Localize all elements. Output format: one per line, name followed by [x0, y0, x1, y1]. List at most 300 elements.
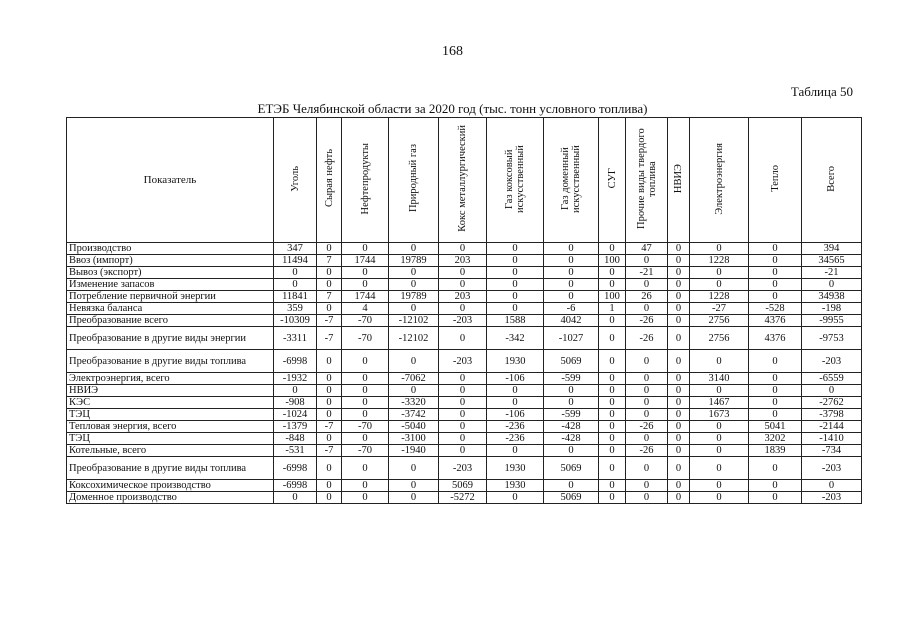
page-number: 168 — [442, 44, 463, 59]
table-cell: 0 — [668, 243, 690, 255]
table-cell: -203 — [802, 350, 862, 373]
table-cell: 0 — [599, 492, 626, 504]
table-cell: 0 — [668, 373, 690, 385]
column-header — [389, 118, 439, 243]
table-cell: 203 — [439, 291, 487, 303]
table-cell: 0 — [749, 267, 802, 279]
table-cell: -1932 — [274, 373, 317, 385]
table-row — [67, 492, 862, 504]
table-cell: 0 — [439, 433, 487, 445]
table-cell: 0 — [487, 279, 544, 291]
table-cell: -5040 — [389, 421, 439, 433]
table-cell: -203 — [802, 457, 862, 480]
table-cell: 0 — [342, 350, 389, 373]
table-cell: 0 — [439, 421, 487, 433]
table-cell: 0 — [749, 373, 802, 385]
table-cell: 1930 — [487, 480, 544, 492]
table-cell: -12102 — [389, 315, 439, 327]
table-cell: 19789 — [389, 291, 439, 303]
table-cell: -7062 — [389, 373, 439, 385]
table-cell: 0 — [389, 350, 439, 373]
table-cell: 1228 — [690, 291, 749, 303]
table-cell: 11841 — [274, 291, 317, 303]
column-header — [802, 118, 862, 243]
table-cell: 0 — [342, 373, 389, 385]
table-cell: 34565 — [802, 255, 862, 267]
column-header — [626, 118, 668, 243]
table-cell: 0 — [389, 303, 439, 315]
table-cell: 0 — [274, 267, 317, 279]
table-cell: -1027 — [544, 327, 599, 350]
table-cell: 0 — [389, 385, 439, 397]
row-label: Преобразование в другие виды энергии — [67, 327, 274, 350]
table-cell: 1228 — [690, 255, 749, 267]
table-cell: 0 — [544, 243, 599, 255]
table-cell: -7 — [317, 315, 342, 327]
table-row — [67, 350, 862, 373]
table-row — [67, 409, 862, 421]
table-cell: 0 — [487, 492, 544, 504]
table-cell: 359 — [274, 303, 317, 315]
table-cell: 0 — [487, 397, 544, 409]
table-cell: -3320 — [389, 397, 439, 409]
table-row — [67, 255, 862, 267]
table-cell: 0 — [668, 445, 690, 457]
table-cell: -5272 — [439, 492, 487, 504]
table-cell: -6998 — [274, 457, 317, 480]
row-label: Производство — [67, 243, 274, 255]
column-header — [274, 118, 317, 243]
table-cell: 1930 — [487, 350, 544, 373]
table-cell: -9955 — [802, 315, 862, 327]
table-cell: -428 — [544, 433, 599, 445]
column-header — [749, 118, 802, 243]
table-cell: 4376 — [749, 327, 802, 350]
table-cell: 0 — [317, 267, 342, 279]
table-cell: 0 — [749, 279, 802, 291]
table-cell: -27 — [690, 303, 749, 315]
table-row — [67, 327, 862, 350]
table-cell: 0 — [487, 267, 544, 279]
table-row — [67, 397, 862, 409]
table-cell: -203 — [439, 457, 487, 480]
table-row — [67, 267, 862, 279]
table-cell: 0 — [626, 303, 668, 315]
table-cell: -21 — [626, 267, 668, 279]
column-header — [668, 118, 690, 243]
table-cell: 0 — [599, 243, 626, 255]
table-cell: 4376 — [749, 315, 802, 327]
table-row — [67, 457, 862, 480]
column-header-label: Электроэнергия — [713, 142, 725, 215]
table-row — [67, 433, 862, 445]
table-cell: 0 — [439, 409, 487, 421]
table-cell: 0 — [544, 267, 599, 279]
table-cell: -106 — [487, 409, 544, 421]
row-label: Котельные, всего — [67, 445, 274, 457]
table-cell: -1379 — [274, 421, 317, 433]
table-cell: 0 — [690, 267, 749, 279]
table-cell: 0 — [342, 267, 389, 279]
table-cell: 0 — [690, 279, 749, 291]
table-cell: 0 — [342, 433, 389, 445]
table-cell: 203 — [439, 255, 487, 267]
table-cell: 0 — [668, 279, 690, 291]
table-row — [67, 243, 862, 255]
table-cell: -26 — [626, 421, 668, 433]
table-cell: 0 — [389, 480, 439, 492]
column-header-indicator: Показатель — [67, 118, 274, 243]
table-cell: -531 — [274, 445, 317, 457]
table-cell: -6998 — [274, 350, 317, 373]
table-cell: -7 — [317, 421, 342, 433]
table-cell: -9753 — [802, 327, 862, 350]
row-label: Коксохимическое производство — [67, 480, 274, 492]
column-header-label: Нефтепродукты — [359, 142, 371, 215]
row-label: Тепловая энергия, всего — [67, 421, 274, 433]
table-cell: 0 — [342, 409, 389, 421]
table-cell: 47 — [626, 243, 668, 255]
table-cell: 0 — [439, 327, 487, 350]
table-title: ЕТЭБ Челябинской области за 2020 год (тыс. тонн условного топлива) — [257, 101, 648, 116]
table-cell: 0 — [599, 267, 626, 279]
table-cell: -6998 — [274, 480, 317, 492]
table-cell: 0 — [317, 303, 342, 315]
table-cell: 5069 — [544, 457, 599, 480]
table-cell: 0 — [668, 350, 690, 373]
table-cell: 0 — [668, 492, 690, 504]
table-cell: 0 — [342, 492, 389, 504]
table-cell: 0 — [317, 397, 342, 409]
table-cell: 0 — [274, 492, 317, 504]
table-cell: -70 — [342, 315, 389, 327]
table-cell: 0 — [544, 279, 599, 291]
row-label: Изменение запасов — [67, 279, 274, 291]
row-label: Доменное производство — [67, 492, 274, 504]
table-cell: 0 — [487, 255, 544, 267]
table-cell: -342 — [487, 327, 544, 350]
table-cell: 0 — [626, 492, 668, 504]
row-label: ТЭЦ — [67, 433, 274, 445]
table-cell: -70 — [342, 445, 389, 457]
table-cell: 0 — [599, 350, 626, 373]
table-cell: -599 — [544, 409, 599, 421]
column-header-label: Уголь — [289, 165, 301, 192]
row-label: Потребление первичной энергии — [67, 291, 274, 303]
table-cell: 2756 — [690, 327, 749, 350]
column-header — [342, 118, 389, 243]
row-label: Вывоз (экспорт) — [67, 267, 274, 279]
row-label: Невязка баланса — [67, 303, 274, 315]
table-cell: 1467 — [690, 397, 749, 409]
table-cell: -599 — [544, 373, 599, 385]
table-cell: -528 — [749, 303, 802, 315]
table-cell: -236 — [487, 421, 544, 433]
table-cell: 1 — [599, 303, 626, 315]
table-caption: Таблица 50 — [790, 84, 853, 99]
table-cell: -21 — [802, 267, 862, 279]
table-cell: 394 — [802, 243, 862, 255]
table-cell: 0 — [599, 327, 626, 350]
table-row — [67, 315, 862, 327]
table-cell: 0 — [690, 480, 749, 492]
table-row — [67, 445, 862, 457]
table-cell: 0 — [389, 457, 439, 480]
table-cell: 0 — [749, 243, 802, 255]
table-cell: 1673 — [690, 409, 749, 421]
table-cell: 4 — [342, 303, 389, 315]
table-cell: 0 — [317, 457, 342, 480]
table-cell: 3202 — [749, 433, 802, 445]
table-cell: 0 — [544, 255, 599, 267]
table-cell: 0 — [690, 421, 749, 433]
column-header-label: Кокс металлургический — [457, 125, 468, 232]
table-cell: 11494 — [274, 255, 317, 267]
table-cell: -12102 — [389, 327, 439, 350]
table-cell: 0 — [317, 492, 342, 504]
table-cell: 0 — [626, 385, 668, 397]
table-cell: -428 — [544, 421, 599, 433]
table-cell: 0 — [389, 279, 439, 291]
table-cell: 0 — [690, 350, 749, 373]
table-cell: 0 — [668, 303, 690, 315]
table-cell: 0 — [487, 303, 544, 315]
table-cell: 2756 — [690, 315, 749, 327]
table-cell: 0 — [668, 433, 690, 445]
table-cell: 0 — [668, 315, 690, 327]
table-cell: 0 — [599, 480, 626, 492]
table-row — [67, 373, 862, 385]
table-cell: -848 — [274, 433, 317, 445]
table-cell: 0 — [487, 385, 544, 397]
table-cell: 1744 — [342, 255, 389, 267]
table-cell: 1930 — [487, 457, 544, 480]
table-cell: 0 — [544, 445, 599, 457]
table-cell: -2762 — [802, 397, 862, 409]
table-cell: -1024 — [274, 409, 317, 421]
table-cell: 0 — [487, 243, 544, 255]
table-cell: 0 — [749, 350, 802, 373]
table-cell: 0 — [342, 480, 389, 492]
table-cell: 3140 — [690, 373, 749, 385]
table-cell: 0 — [317, 243, 342, 255]
table-cell: 0 — [626, 480, 668, 492]
table-row — [67, 291, 862, 303]
table-cell: 0 — [439, 267, 487, 279]
table-cell: 100 — [599, 255, 626, 267]
column-header-label: Газ доменный искусственный — [560, 144, 582, 213]
column-header-label: Природный газ — [408, 144, 419, 213]
table-cell: 0 — [544, 291, 599, 303]
table-cell: 5069 — [439, 480, 487, 492]
table-cell: 0 — [599, 397, 626, 409]
table-cell: -106 — [487, 373, 544, 385]
table-cell: 7 — [317, 291, 342, 303]
table-cell: 0 — [389, 243, 439, 255]
table-cell: 0 — [317, 279, 342, 291]
table-cell: -6559 — [802, 373, 862, 385]
table-cell: 7 — [317, 255, 342, 267]
table-cell: 0 — [439, 445, 487, 457]
table-cell: 0 — [749, 409, 802, 421]
table-cell: 0 — [668, 457, 690, 480]
table-cell: -198 — [802, 303, 862, 315]
column-header-label: Тепло — [769, 165, 781, 192]
table-cell: 0 — [439, 243, 487, 255]
table-cell: 5069 — [544, 492, 599, 504]
table-cell: -6 — [544, 303, 599, 315]
row-label: Ввоз (импорт) — [67, 255, 274, 267]
table-cell: 0 — [317, 480, 342, 492]
table-cell: 0 — [668, 421, 690, 433]
table-cell: 5041 — [749, 421, 802, 433]
table-cell: 0 — [802, 279, 862, 291]
table-cell: 347 — [274, 243, 317, 255]
table-row — [67, 385, 862, 397]
table-cell: 0 — [544, 385, 599, 397]
table-cell: -3798 — [802, 409, 862, 421]
table-cell: -236 — [487, 433, 544, 445]
row-label: Преобразование всего — [67, 315, 274, 327]
table-cell: 0 — [439, 397, 487, 409]
table-cell: 34938 — [802, 291, 862, 303]
table-cell: -26 — [626, 445, 668, 457]
table-cell: -2144 — [802, 421, 862, 433]
table-cell: 0 — [342, 457, 389, 480]
column-header — [690, 118, 749, 243]
column-header-label: Газ коксовый искусственный — [504, 144, 526, 213]
table-cell: 100 — [599, 291, 626, 303]
table-cell: -908 — [274, 397, 317, 409]
table-cell: 0 — [342, 279, 389, 291]
row-label: Электроэнергия, всего — [67, 373, 274, 385]
table-cell: 0 — [749, 385, 802, 397]
row-label: ТЭЦ — [67, 409, 274, 421]
table-row — [67, 303, 862, 315]
table-body — [67, 243, 862, 504]
table-cell: 0 — [668, 327, 690, 350]
table-cell: 0 — [544, 480, 599, 492]
table-cell: 5069 — [544, 350, 599, 373]
row-label: НВИЭ — [67, 385, 274, 397]
table-cell: 0 — [690, 457, 749, 480]
table-cell: 0 — [317, 433, 342, 445]
table-cell: 1588 — [487, 315, 544, 327]
table-cell: 0 — [317, 385, 342, 397]
table-cell: 0 — [317, 373, 342, 385]
table-cell: -26 — [626, 327, 668, 350]
table-cell: 0 — [668, 291, 690, 303]
table-cell: -3742 — [389, 409, 439, 421]
table-cell: 0 — [342, 243, 389, 255]
table-cell: 0 — [274, 385, 317, 397]
table-cell: -734 — [802, 445, 862, 457]
table-cell: 0 — [749, 397, 802, 409]
table-cell: -3100 — [389, 433, 439, 445]
table-cell: 0 — [690, 433, 749, 445]
table-cell: -203 — [439, 315, 487, 327]
table-cell: 0 — [599, 433, 626, 445]
table-cell: 0 — [626, 433, 668, 445]
table-cell: 0 — [599, 421, 626, 433]
table-cell: 0 — [749, 457, 802, 480]
table-cell: 0 — [668, 267, 690, 279]
table-cell: 0 — [342, 397, 389, 409]
table-cell: 0 — [668, 397, 690, 409]
table-cell: 0 — [439, 303, 487, 315]
table-cell: 0 — [439, 385, 487, 397]
table-cell: 0 — [626, 255, 668, 267]
table-cell: 0 — [626, 350, 668, 373]
column-header-label: СУГ — [606, 168, 618, 189]
table-cell: 0 — [599, 445, 626, 457]
table-cell: 0 — [599, 457, 626, 480]
table-cell: 0 — [749, 255, 802, 267]
table-cell: 0 — [389, 267, 439, 279]
column-header — [487, 118, 544, 243]
column-header — [544, 118, 599, 243]
table-cell: 0 — [487, 291, 544, 303]
table-cell: 0 — [749, 480, 802, 492]
table-cell: 0 — [749, 492, 802, 504]
table-cell: 1839 — [749, 445, 802, 457]
table-row — [67, 279, 862, 291]
table-cell: -10309 — [274, 315, 317, 327]
table-cell: 0 — [599, 315, 626, 327]
table-cell: 0 — [487, 445, 544, 457]
table-cell: 0 — [274, 279, 317, 291]
table-cell: 26 — [626, 291, 668, 303]
table-cell: 0 — [317, 409, 342, 421]
column-header-label: Сырая нефть — [323, 149, 335, 208]
column-header-label: Прочие виды твердого топлива — [635, 128, 658, 229]
table-cell: 0 — [544, 397, 599, 409]
table-cell: 0 — [342, 385, 389, 397]
table-row — [67, 480, 862, 492]
table-cell: -3311 — [274, 327, 317, 350]
table-cell: -203 — [439, 350, 487, 373]
table-cell: 0 — [690, 243, 749, 255]
table-cell: 0 — [749, 291, 802, 303]
table-cell: -203 — [802, 492, 862, 504]
table-cell: 0 — [599, 385, 626, 397]
table-cell: 0 — [439, 279, 487, 291]
table-cell: 19789 — [389, 255, 439, 267]
table-cell: 0 — [668, 480, 690, 492]
table-cell: -7 — [317, 445, 342, 457]
table-cell: 0 — [626, 409, 668, 421]
table-cell: 0 — [599, 409, 626, 421]
table-cell: -26 — [626, 315, 668, 327]
table-cell: -70 — [342, 327, 389, 350]
column-header-label: Всего — [826, 165, 837, 192]
table-cell: -1410 — [802, 433, 862, 445]
table-cell: -7 — [317, 327, 342, 350]
table-row — [67, 421, 862, 433]
table-cell: 0 — [626, 457, 668, 480]
column-header-label: НВИЭ — [673, 163, 684, 194]
table-cell: 0 — [599, 373, 626, 385]
table-cell: -1940 — [389, 445, 439, 457]
row-label: Преобразование в другие виды топлива — [67, 350, 274, 373]
column-header — [599, 118, 626, 243]
table-cell: 0 — [389, 492, 439, 504]
table-cell: 0 — [439, 373, 487, 385]
table-cell: 0 — [626, 397, 668, 409]
energy-balance-table — [66, 117, 862, 504]
table-cell: 0 — [668, 385, 690, 397]
column-header — [317, 118, 342, 243]
